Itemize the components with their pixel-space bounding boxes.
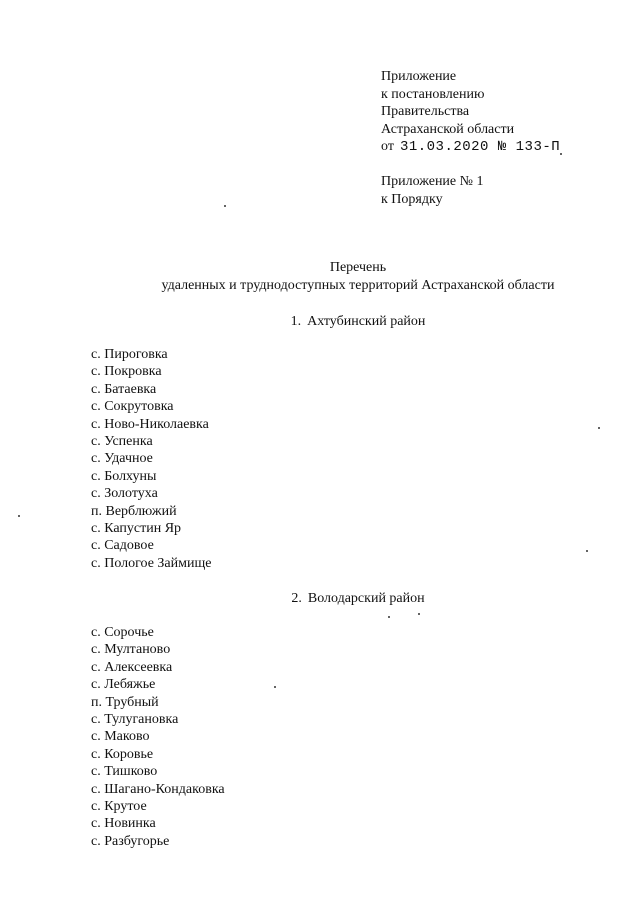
date-prefix: от <box>381 139 394 154</box>
annex-header-line: Приложение <box>381 69 457 84</box>
district-heading <box>0 313 640 331</box>
list-item: с. Пироговка <box>91 347 168 362</box>
annex-reference-line: к Порядку <box>381 191 443 207</box>
list-item: с. Крутое <box>91 799 147 815</box>
list-item: с. Садовое <box>91 538 154 554</box>
list-item: с. Лебяжье <box>91 677 156 693</box>
list-item: с. Тулугановка <box>91 712 179 728</box>
district-name: Ахтубинский район <box>307 314 426 329</box>
list-item: с. Тишково <box>91 764 158 780</box>
list-item: с. Новинка <box>91 816 156 832</box>
list-item: с. Мултаново <box>91 642 171 658</box>
scan-speck <box>560 153 562 155</box>
district-name: Володарский район <box>307 591 425 606</box>
list-item: с. Батаевка <box>91 381 157 397</box>
title-line: удаленных и труднодоступных территорий Астраханской области <box>161 278 555 293</box>
list-item: с. Удачное <box>91 451 153 467</box>
scan-speck <box>18 515 20 517</box>
list-item: с. Пологое Займище <box>91 555 212 571</box>
list-item: с. Успенка <box>91 434 153 450</box>
list-item: с. Капустин Яр <box>91 521 182 537</box>
list-item: с. Золотуха <box>91 486 158 502</box>
annex-header-line: Астраханской области <box>381 121 515 137</box>
district-number: 1. <box>290 314 302 329</box>
list-item: с. Сокрутовка <box>91 399 174 415</box>
annex-reference <box>381 173 484 208</box>
scan-speck <box>598 427 600 429</box>
district-number: 2. <box>291 591 302 606</box>
scan-speck <box>418 613 420 615</box>
scan-speck <box>224 205 226 207</box>
document-title <box>0 259 640 295</box>
district-heading <box>0 590 640 608</box>
list-item: с. Алексеевка <box>91 659 173 675</box>
list-item: п. Верблюжий <box>91 503 177 519</box>
annex-header-line: Правительства <box>381 104 470 119</box>
resolution-date-line <box>381 138 560 157</box>
scan-speck <box>274 686 276 688</box>
list-item: с. Сорочье <box>91 625 154 640</box>
list-item: с. Разбугорье <box>91 833 170 849</box>
annex-header-line: к постановлению <box>381 86 485 102</box>
scan-speck <box>586 550 588 552</box>
annex-reference-line: Приложение № 1 <box>381 174 484 189</box>
list-item: п. Трубный <box>91 694 159 710</box>
settlement-list <box>91 346 211 572</box>
settlement-list <box>91 624 225 850</box>
list-item: с. Маково <box>91 729 150 745</box>
scan-speck <box>388 616 390 618</box>
title-line: Перечень <box>329 260 387 275</box>
resolution-date-number: 31.03.2020 № 133-П <box>399 139 561 155</box>
list-item: с. Ново-Николаевка <box>91 416 209 432</box>
list-item: с. Болхуны <box>91 468 157 484</box>
list-item: с. Шагано-Кондаковка <box>91 781 225 797</box>
annex-header <box>381 68 560 157</box>
list-item: с. Коровье <box>91 746 154 762</box>
list-item: с. Покровка <box>91 364 162 380</box>
